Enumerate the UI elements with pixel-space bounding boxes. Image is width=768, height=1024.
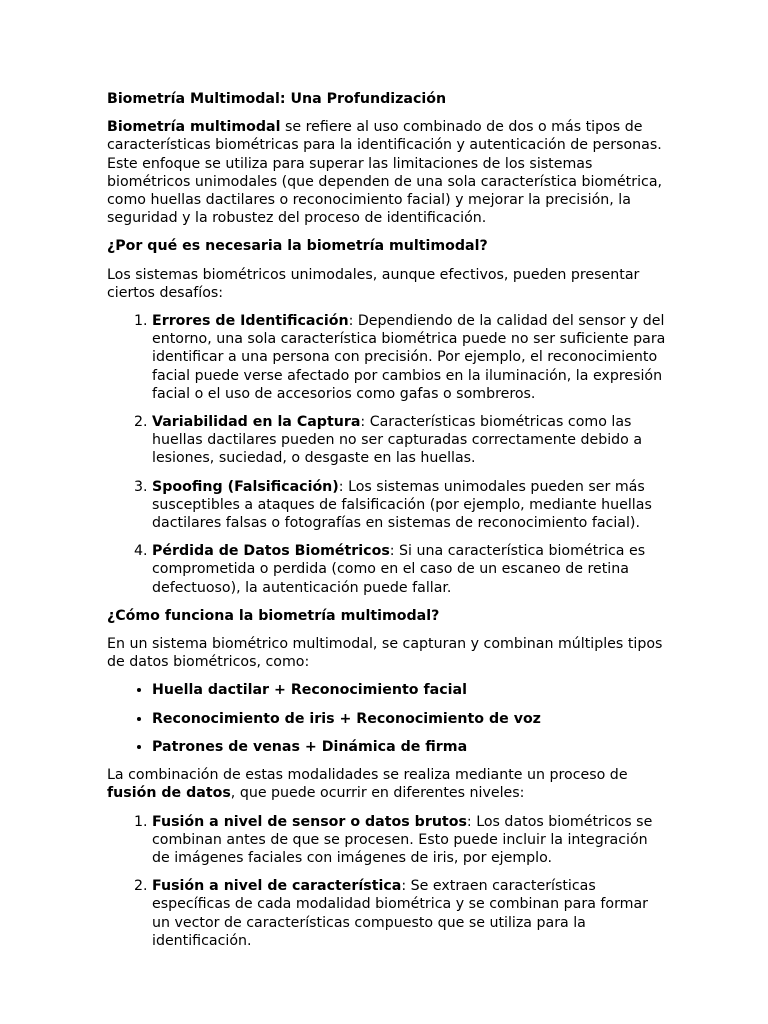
- fusion-lead-term: fusión de datos: [107, 785, 231, 802]
- list-item-text: : Si una característica biométrica es comprometida o perdida (como en el caso de un escaneo de retina defectuoso), la autenticación puede fallar.: [152, 543, 646, 596]
- list-item-text: : Los sistemas unimodales pueden ser más susceptibles a ataques de falsificación (por ejemplo, mediante huellas dactilares falsas o fotografías en sistemas de reconocimiento facial).: [152, 478, 652, 532]
- list-item-term: Fusión a nivel de sensor o datos brutos: [152, 813, 467, 830]
- list-item-text: : Dependiendo de la calidad del sensor y del entorno, una sola característica biométrica puede no ser suficiente para identificar a una persona con precisión. Por ejemplo, el reconocimiento facial puede verse afectado por cambios en la iluminación, la expresión facial o el uso de accesorios como gafas o sombreros.: [152, 313, 666, 402]
- section-heading-how: ¿Cómo funciona la biometría multimodal?: [107, 607, 440, 624]
- challenges-list: [107, 312, 667, 597]
- fusion-lead-pre: La combinación de estas modalidades se realiza mediante un proceso de: [107, 767, 628, 784]
- fusion-levels-list: [107, 813, 667, 950]
- intro-paragraph: [107, 118, 667, 227]
- fusion-lead: [107, 766, 667, 802]
- document-page: [107, 90, 667, 960]
- list-item-term: Pérdida de Datos Biométricos: [152, 543, 390, 560]
- list-item-term: Fusión a nivel de característica: [152, 878, 402, 895]
- list-item: [152, 478, 667, 533]
- intro-text: se refiere al uso combinado de dos o más tipos de características biométricas para la identificación y autenticación de personas. Este enfoque se utiliza para superar las limitaciones de los sistemas biométricos unimodales (que dependen de una sola característica biométrica, como huellas dactilares o reconocimiento facial) y mejorar la precisión, la seguridad y la robustez del proceso de identificación.: [107, 119, 663, 227]
- section-how-lead: En un sistema biométrico multimodal, se capturan y combinan múltiples tipos de datos biométricos, como:: [107, 636, 663, 671]
- list-item: [152, 413, 667, 468]
- list-item: [152, 877, 667, 950]
- fusion-lead-post: , que puede ocurrir en diferentes niveles:: [230, 785, 525, 802]
- list-item: • Reconocimiento de iris + Reconocimiento de voz: [152, 710, 667, 728]
- list-item: • Huella dactilar + Reconocimiento facial: [152, 681, 667, 699]
- list-item-text: : Se extraen características específicas de cada modalidad biométrica y se combinan para formar un vector de características compuesto que se utiliza para la identificación.: [152, 878, 649, 949]
- list-item-text: : Características biométricas como las huellas dactilares pueden no ser capturadas correctamente debido a lesiones, suciedad, o desgaste en las huellas.: [152, 414, 643, 467]
- section-heading-why: ¿Por qué es necesaria la biometría multimodal?: [107, 238, 488, 255]
- list-item: • Patrones de venas + Dinámica de firma: [152, 738, 667, 756]
- list-item-text: : Los datos biométricos se combinan antes de que se procesen. Esto puede incluir la integración de imágenes faciales con imágenes de iris, por ejemplo.: [152, 813, 653, 866]
- list-item: [152, 813, 667, 868]
- list-item: [152, 312, 667, 403]
- list-item: [152, 542, 667, 597]
- modalities-list: [107, 681, 667, 756]
- list-item-term: Variabilidad en la Captura: [152, 414, 361, 431]
- section-why-lead: Los sistemas biométricos unimodales, aunque efectivos, pueden presentar ciertos desafíos:: [107, 266, 640, 301]
- intro-term: Biometría multimodal: [107, 119, 281, 136]
- list-item-term: Spoofing (Falsificación): [152, 478, 339, 495]
- list-item-term: Errores de Identificación: [152, 313, 349, 330]
- document-title: Biometría Multimodal: Una Profundización: [107, 91, 447, 107]
